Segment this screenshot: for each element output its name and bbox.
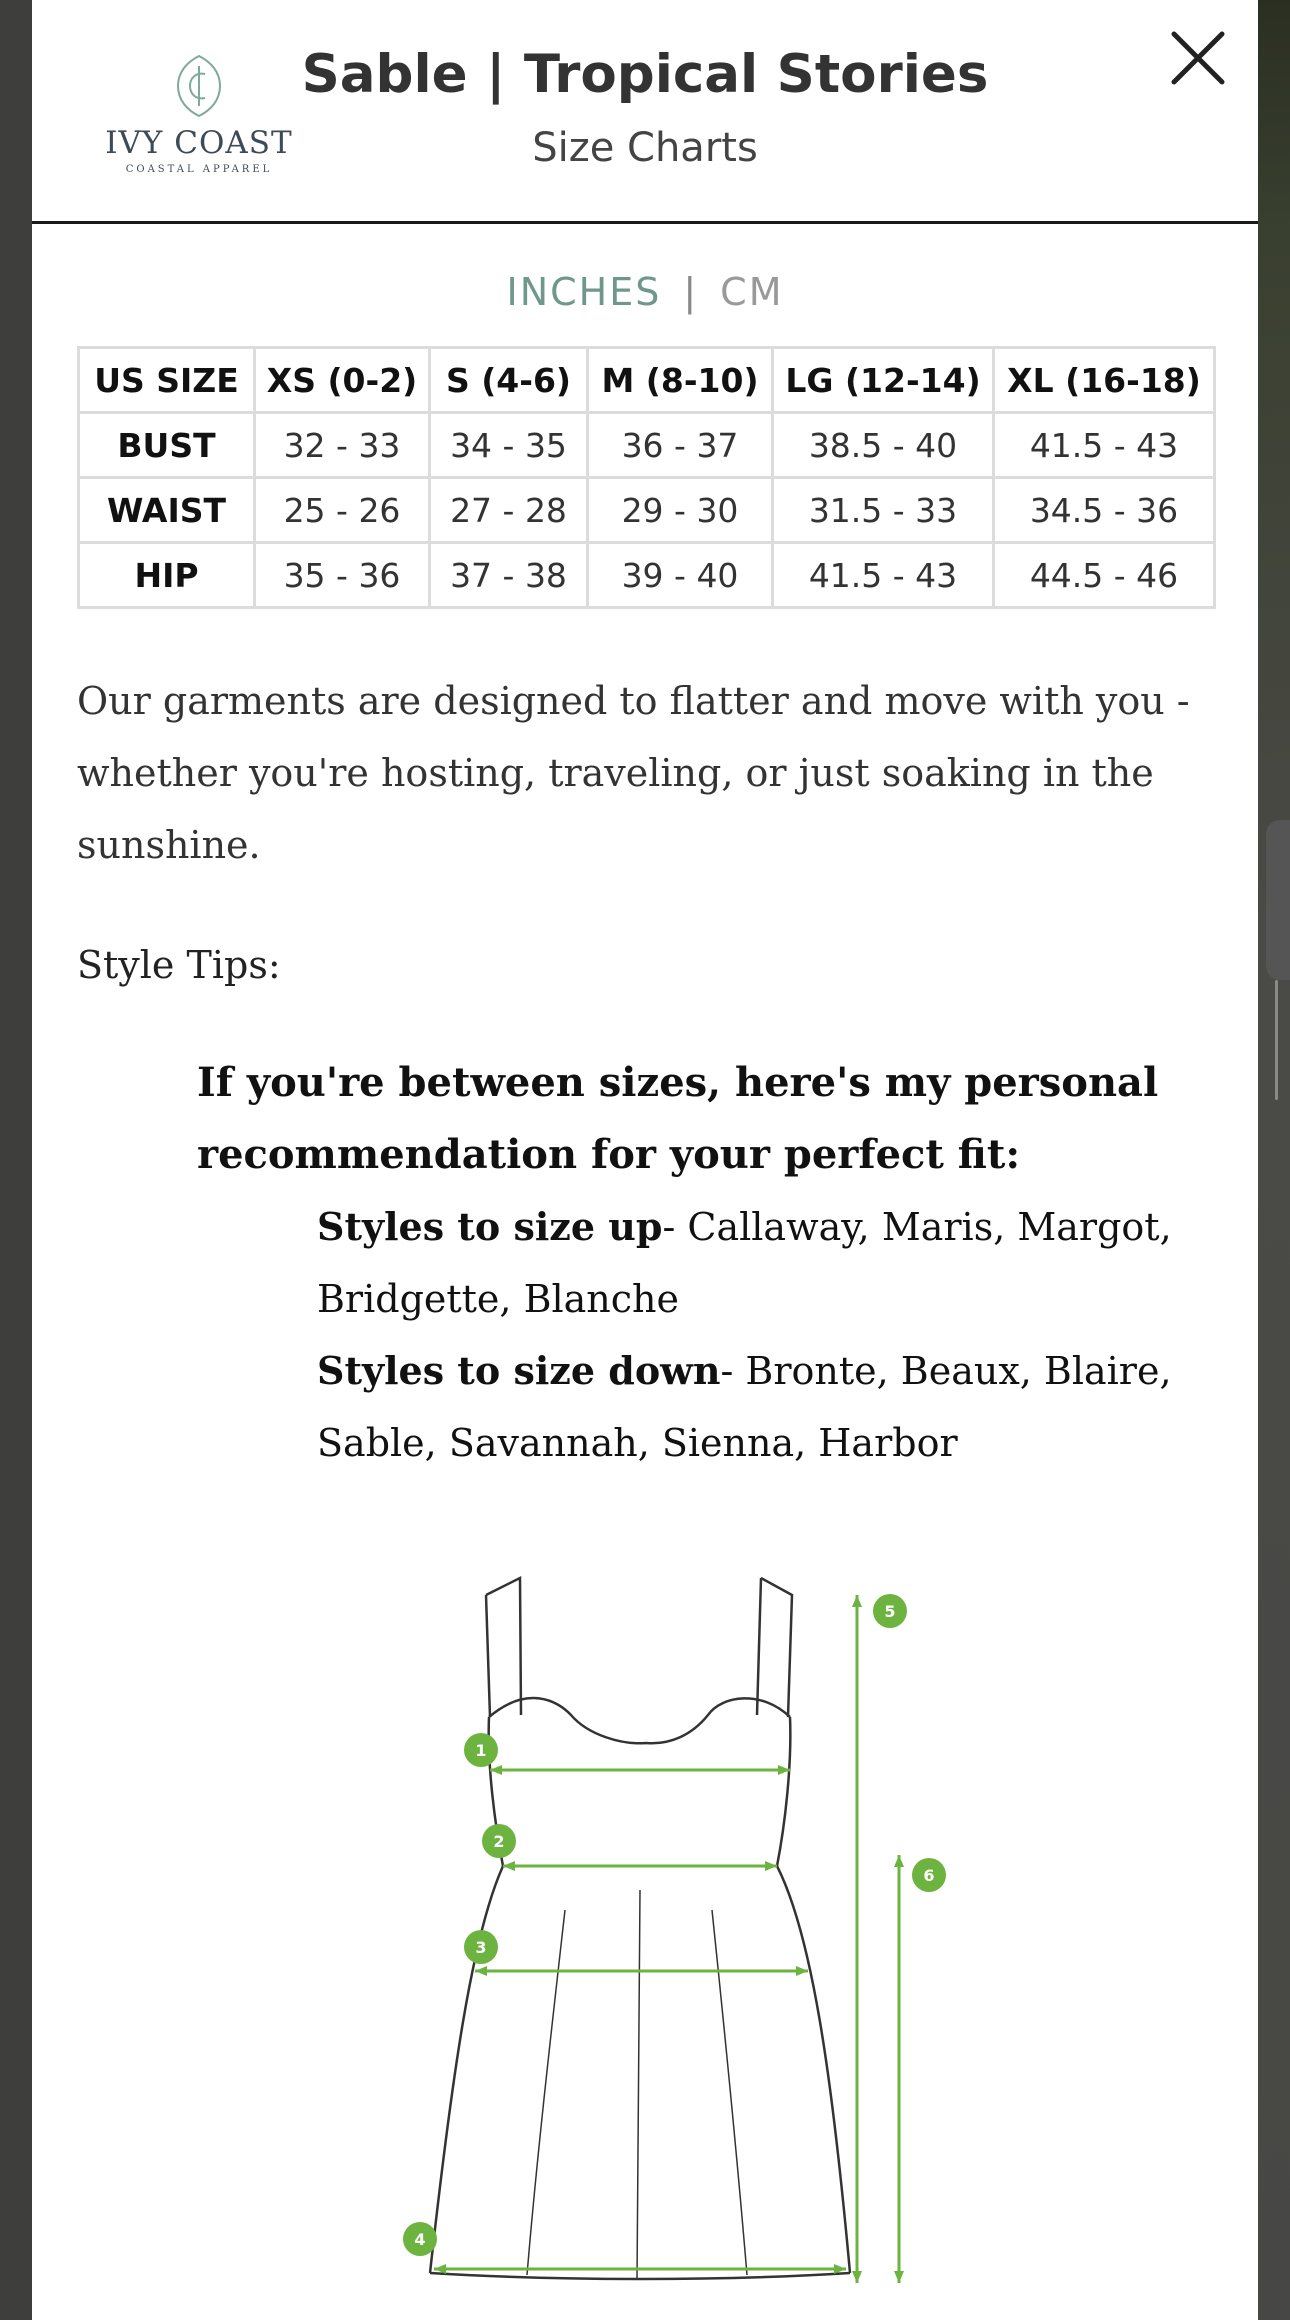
- table-cell: 36 - 37: [588, 413, 773, 478]
- size-guide-content: [77, 665, 1217, 1479]
- close-x-icon: [1170, 30, 1226, 86]
- table-row: [79, 413, 1215, 478]
- size-up-item: [317, 1191, 1217, 1335]
- table-cell: 38.5 - 40: [773, 413, 994, 478]
- table-header-cell: M (8-10): [588, 348, 773, 413]
- marker-label: 2: [493, 1832, 505, 1851]
- size-down-list: - Bronte, Beaux, Blaire, Sable, Savannah, Sienna, Harbor: [317, 1349, 1172, 1465]
- unit-toggle: [32, 270, 1258, 314]
- table-header-cell: XS (0-2): [255, 348, 430, 413]
- table-cell: 34 - 35: [430, 413, 588, 478]
- table-cell: 27 - 28: [430, 478, 588, 543]
- dress-outline: [430, 1578, 850, 2280]
- between-sizes-heading: If you're between sizes, here's my personal recommendation for your perfect fit:: [197, 1059, 1159, 1178]
- table-cell: 44.5 - 46: [994, 543, 1215, 608]
- size-up-list: - Callaway, Maris, Margot, Bridgette, Blanche: [317, 1205, 1172, 1321]
- unit-cm-tab[interactable]: CM: [720, 270, 784, 314]
- table-cell: 34.5 - 36: [994, 478, 1215, 543]
- close-button[interactable]: [1170, 30, 1226, 86]
- size-down-label: Styles to size down: [317, 1348, 721, 1393]
- table-cell: 35 - 36: [255, 543, 430, 608]
- backdrop-edge: [1266, 820, 1290, 980]
- dress-measurement-diagram: [372, 1575, 972, 2320]
- marker-label: 5: [884, 1602, 896, 1621]
- row-label-hip: HIP: [79, 543, 255, 608]
- unit-separator: |: [683, 270, 699, 314]
- size-up-label: Styles to size up: [317, 1204, 663, 1249]
- table-header-cell: S (4-6): [430, 348, 588, 413]
- measurement-lines: [434, 1595, 899, 2283]
- brand-tagline: COASTAL APPAREL: [125, 164, 273, 175]
- page-title: Sable | Tropical Stories: [301, 44, 989, 105]
- marker-label: 6: [923, 1866, 935, 1885]
- marker-label: 1: [475, 1741, 487, 1760]
- table-header-cell: XL (16-18): [994, 348, 1215, 413]
- modal-header: [32, 0, 1258, 224]
- table-row: [79, 478, 1215, 543]
- page-subtitle: Size Charts: [532, 125, 758, 171]
- measurement-marker-1: [464, 1733, 498, 1767]
- intro-text: Our garments are designed to flatter and move with you - whether you're hosting, traveling, or just soaking in the sunshine.: [77, 679, 1190, 867]
- table-header-cell: US SIZE: [79, 348, 255, 413]
- table-cell: 29 - 30: [588, 478, 773, 543]
- marker-label: 4: [414, 2230, 426, 2249]
- table-cell: 41.5 - 43: [773, 543, 994, 608]
- table-header-cell: LG (12-14): [773, 348, 994, 413]
- table-cell: 31.5 - 33: [773, 478, 994, 543]
- table-cell: 41.5 - 43: [994, 413, 1215, 478]
- table-cell: 32 - 33: [255, 413, 430, 478]
- measurement-marker-2: [482, 1824, 516, 1858]
- brand-name: IVY COAST: [105, 125, 293, 161]
- size-down-item: [317, 1335, 1217, 1479]
- row-label-bust: BUST: [79, 413, 255, 478]
- measurement-arrowheads: [434, 1595, 904, 2283]
- measurement-marker-4: [403, 2222, 437, 2256]
- scrollbar-thumb[interactable]: [1275, 980, 1278, 1100]
- table-row: [79, 543, 1215, 608]
- style-tips-label: Style Tips:: [77, 943, 281, 987]
- row-label-waist: WAIST: [79, 478, 255, 543]
- marker-label: 3: [475, 1938, 487, 1957]
- table-cell: 25 - 26: [255, 478, 430, 543]
- size-chart-modal: [32, 0, 1258, 2320]
- size-table: [77, 346, 1216, 609]
- unit-inches-tab[interactable]: INCHES: [506, 270, 662, 314]
- table-cell: 37 - 38: [430, 543, 588, 608]
- table-header-row: [79, 348, 1215, 413]
- table-cell: 39 - 40: [588, 543, 773, 608]
- measurement-marker-5: [873, 1594, 907, 1628]
- measurement-marker-6: [912, 1858, 946, 1892]
- page-backdrop: [1258, 0, 1290, 2320]
- measurement-marker-3: [464, 1930, 498, 1964]
